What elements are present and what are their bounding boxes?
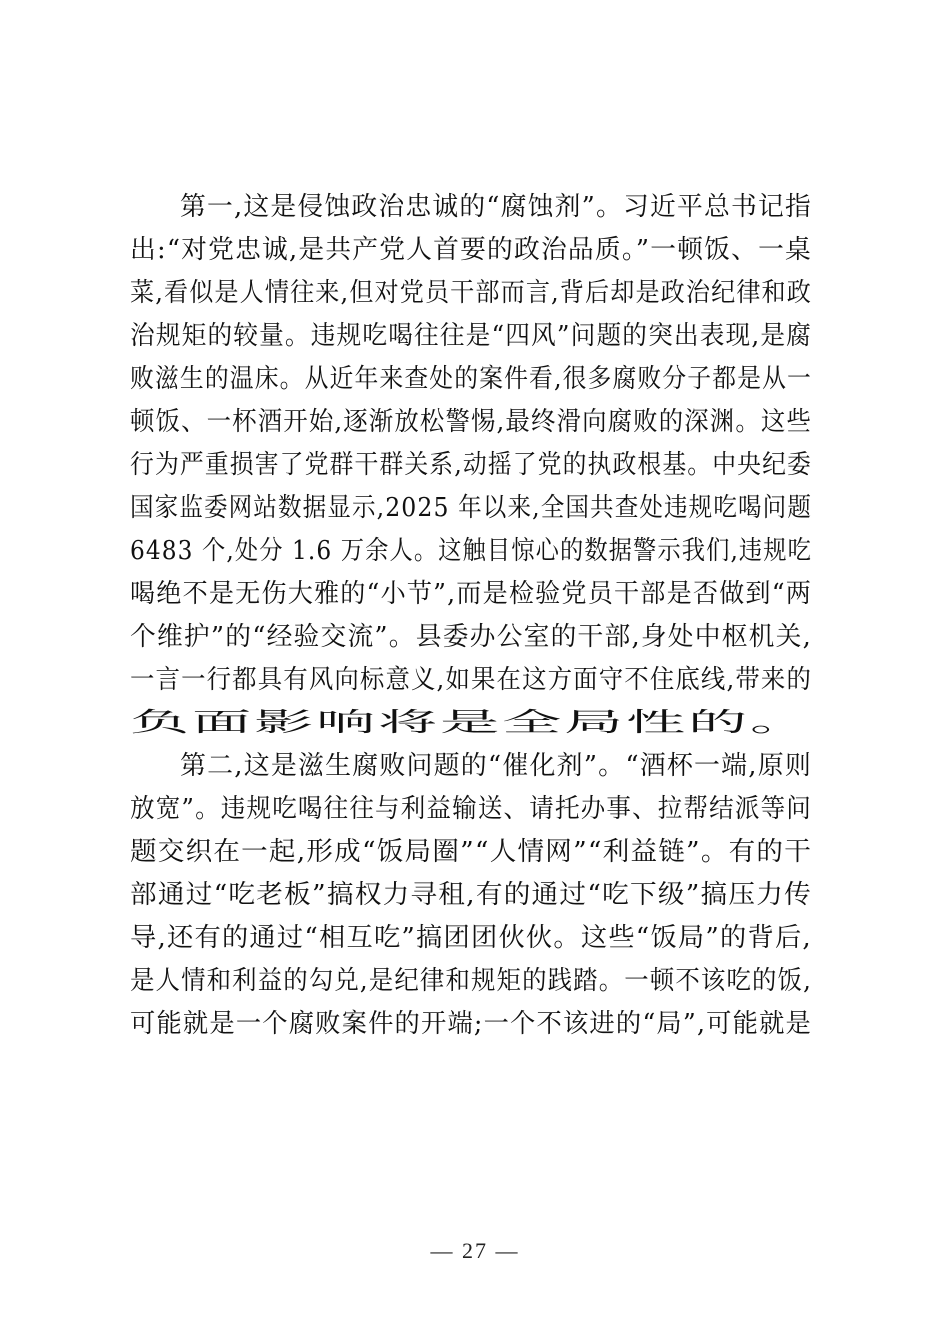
text-line: 负面影响将是全局性的。 [130, 708, 812, 738]
body-text [130, 186, 820, 1046]
text-line: 题交织在一起,形成“饭局圈”“人情网”“利益链”。有的干 [130, 837, 812, 867]
text-line: 个维护”的“经验交流”。县委办公室的干部,身处中枢机关, [130, 622, 812, 652]
text-line: 第一,这是侵蚀政治忠诚的“腐蚀剂”。习近平总书记指 [180, 192, 812, 222]
text-line: 部通过“吃老板”搞权力寻租,有的通过“吃下级”搞压力传 [130, 880, 812, 910]
text-line: 第二,这是滋生腐败问题的“催化剂”。“酒杯一端,原则 [180, 751, 812, 781]
text-line: 菜,看似是人情往来,但对党员干部而言,背后却是政治纪律和政 [130, 278, 812, 308]
text-line: 一言一行都具有风向标意义,如果在这方面守不住底线,带来的 [130, 665, 812, 695]
text-line: 出:“对党忠诚,是共产党人首要的政治品质。”一顿饭、一桌 [130, 235, 812, 265]
text-line: 行为严重损害了党群干群关系,动摇了党的执政根基。中央纪委 [130, 450, 812, 480]
text-line: 治规矩的较量。违规吃喝往往是“四风”问题的突出表现,是腐 [130, 321, 812, 351]
text-line: 导,还有的通过“相互吃”搞团团伙伙。这些“饭局”的背后, [130, 923, 812, 953]
text-line: 顿饭、一杯酒开始,逐渐放松警惕,最终滑向腐败的深渊。这些 [130, 407, 812, 437]
text-line: 败滋生的温床。从近年来查处的案件看,很多腐败分子都是从一 [130, 364, 812, 394]
text-line: 喝绝不是无伤大雅的“小节”,而是检验党员干部是否做到“两 [130, 579, 812, 609]
text-line: 国家监委网站数据显示,2025 年以来,全国共查处违规吃喝问题 [130, 493, 812, 523]
page-number: — 27 — [430, 1238, 520, 1263]
text-line: 6483 个,处分 1.6 万余人。这触目惊心的数据警示我们,违规吃 [130, 536, 812, 566]
text-line: 是人情和利益的勾兑,是纪律和规矩的践踏。一顿不该吃的饭, [130, 966, 812, 996]
text-line: 放宽”。违规吃喝往往与利益输送、请托办事、拉帮结派等问 [130, 794, 812, 824]
text-line: 可能就是一个腐败案件的开端;一个不该进的“局”,可能就是 [130, 1009, 812, 1039]
